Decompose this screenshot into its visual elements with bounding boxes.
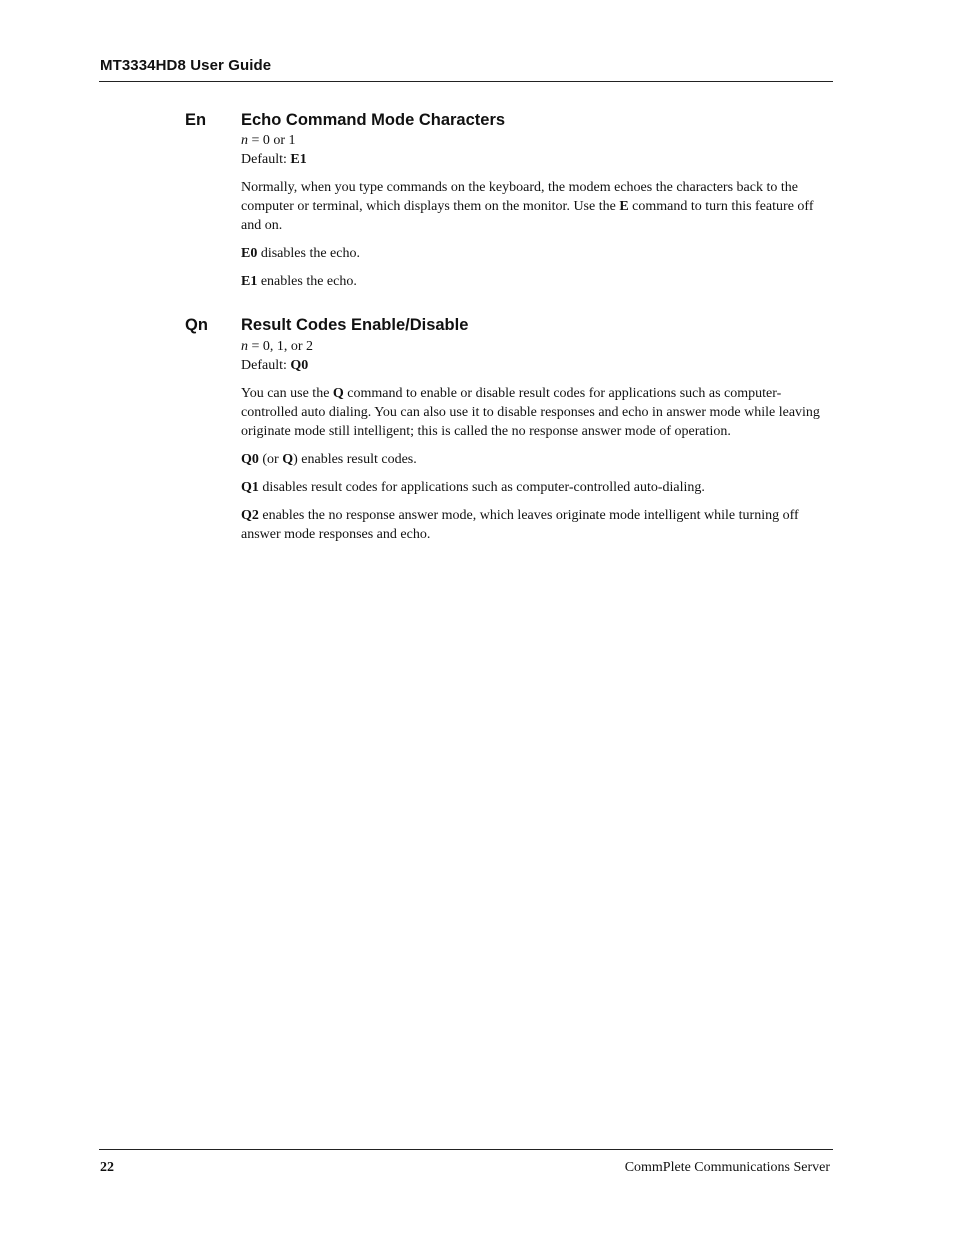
description-paragraph: [241, 178, 833, 235]
description-text: Normally, when you type commands on the keyboard, the modem echoes the characters back to the computer or terminal, which displays them on the monitor. Use the: [241, 180, 798, 214]
option-code: E1: [241, 274, 258, 289]
default-value: E1: [290, 152, 307, 167]
option-line: [241, 272, 833, 291]
option-text: enables the echo.: [257, 274, 357, 289]
param-variable: n: [241, 133, 248, 148]
description-paragraph: [241, 384, 833, 441]
option-text: enables the no response answer mode, which leaves originate mode intelligent while turning off answer mode responses and echo.: [241, 508, 799, 542]
description-text: command to turn this feature off and on.: [241, 199, 814, 233]
page-number: 22: [100, 1160, 114, 1175]
param-range-text: = 0, 1, or 2: [248, 339, 314, 354]
default-value-line: [241, 150, 833, 169]
description-command: Q: [332, 386, 344, 401]
description-command: E: [619, 199, 629, 214]
description-text: You can use the: [241, 386, 333, 401]
section-body: [241, 131, 833, 300]
option-line: [241, 244, 833, 263]
option-text: (or: [258, 452, 283, 467]
parameter-range: [241, 131, 833, 150]
param-range-text: = 0 or 1: [248, 133, 296, 148]
default-value: Q0: [290, 358, 309, 373]
option-line: [241, 450, 833, 469]
option-code: Q2: [241, 508, 259, 523]
option-line: [241, 478, 833, 497]
section-body: [241, 337, 833, 553]
default-value-line: [241, 356, 833, 375]
command-code: Qn: [185, 316, 208, 334]
running-header: MT3334HD8 User Guide: [100, 57, 272, 74]
option-code: Q1: [241, 480, 259, 495]
parameter-range: [241, 337, 833, 356]
section-title: Echo Command Mode Characters: [241, 111, 506, 129]
option-code-alt: Q: [282, 452, 294, 467]
option-code: Q0: [241, 452, 259, 467]
option-text: disables result codes for applications such as computer-controlled auto-dialing.: [258, 480, 705, 495]
default-label: Default:: [241, 358, 291, 373]
footer-rule: [99, 1149, 833, 1150]
command-code: En: [185, 111, 207, 129]
footer-title: CommPlete Communications Server: [624, 1160, 830, 1175]
option-code: E0: [241, 246, 258, 261]
option-text: disables the echo.: [257, 246, 360, 261]
option-line: [241, 506, 833, 544]
param-variable: n: [241, 339, 248, 354]
description-text: command to enable or disable result codes for applications such as computer-controlled auto dialing. You can also use it to disable responses and echo in answer mode while leaving originate mode still intelligent; this is called the no response answer mode of operation.: [241, 386, 820, 439]
header-rule: [99, 81, 833, 82]
default-label: Default:: [241, 152, 291, 167]
option-text: ) enables result codes.: [293, 452, 417, 467]
section-title: Result Codes Enable/Disable: [241, 316, 469, 334]
